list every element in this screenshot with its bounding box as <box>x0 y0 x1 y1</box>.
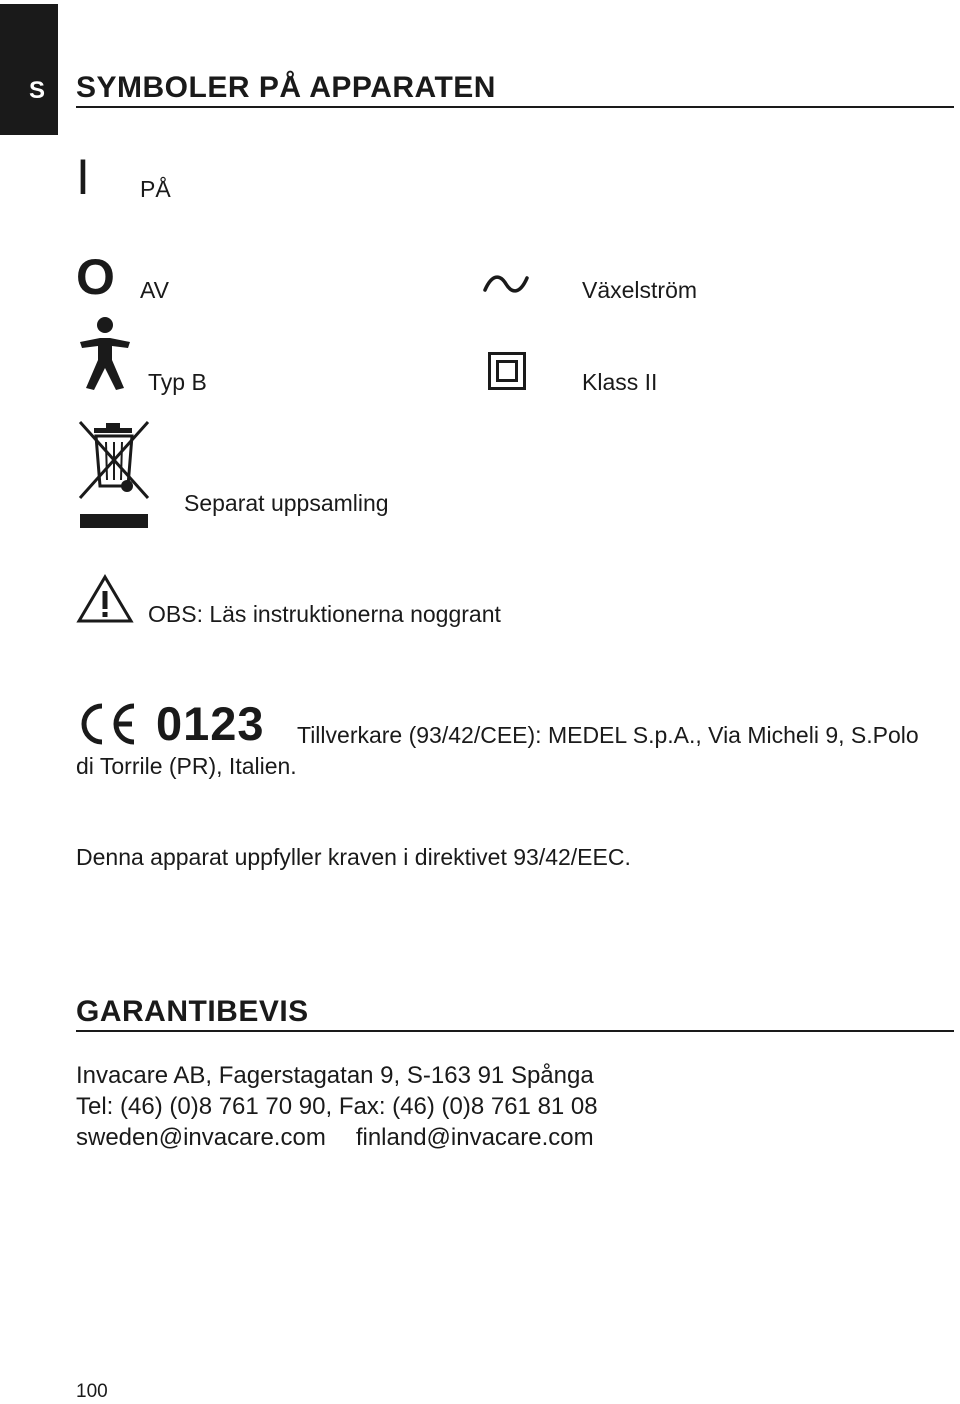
type-b-label: Typ B <box>148 369 207 395</box>
on-symbol-icon: I <box>76 149 90 205</box>
notified-body-number: 0123 <box>156 697 265 750</box>
manufacturer-line-2: di Torrile (PR), Italien. <box>76 753 297 779</box>
page-number: 100 <box>76 1381 108 1402</box>
class-ii-label: Klass II <box>582 369 658 395</box>
warranty-phone-fax: Tel: (46) (0)8 761 70 90, Fax: (46) (0)8 761 81 08 <box>76 1093 598 1120</box>
warning-triangle-icon <box>76 574 134 629</box>
language-tab <box>0 4 58 135</box>
warranty-heading <box>76 994 954 1032</box>
person-icon <box>78 316 132 397</box>
on-label: PÅ <box>140 176 171 202</box>
email-finland[interactable]: finland@invacare.com <box>355 1124 594 1151</box>
ac-symbol-icon <box>482 270 530 303</box>
off-label: AV <box>140 277 169 303</box>
symbols-heading <box>76 70 954 108</box>
double-square-icon <box>488 352 526 395</box>
compliance-text: Denna apparat uppfyller kraven i direktivet 93/42/EEC. <box>76 844 631 870</box>
off-symbol-icon: O <box>76 249 115 305</box>
email-sweden[interactable]: sweden@invacare.com <box>76 1124 326 1151</box>
warranty-heading-text: GARANTIBEVIS <box>76 995 309 1028</box>
ac-label: Växelström <box>582 277 698 303</box>
crossed-bin-icon <box>76 416 152 537</box>
warranty-address: Invacare AB, Fagerstagatan 9, S-163 91 Spånga <box>76 1062 594 1089</box>
ce-mark-icon <box>74 702 140 751</box>
symbols-heading-text: SYMBOLER PÅ APPARATEN <box>76 71 496 104</box>
weee-label: Separat uppsamling <box>184 490 389 516</box>
language-tab-letter: S <box>29 77 46 104</box>
warranty-emails <box>76 1122 598 1153</box>
caution-label: OBS: Läs instruktionerna noggrant <box>148 601 501 627</box>
manufacturer-line-1: Tillverkare (93/42/CEE): MEDEL S.p.A., Via Micheli 9, S.Polo <box>297 722 919 748</box>
warranty-contact <box>76 1060 598 1153</box>
